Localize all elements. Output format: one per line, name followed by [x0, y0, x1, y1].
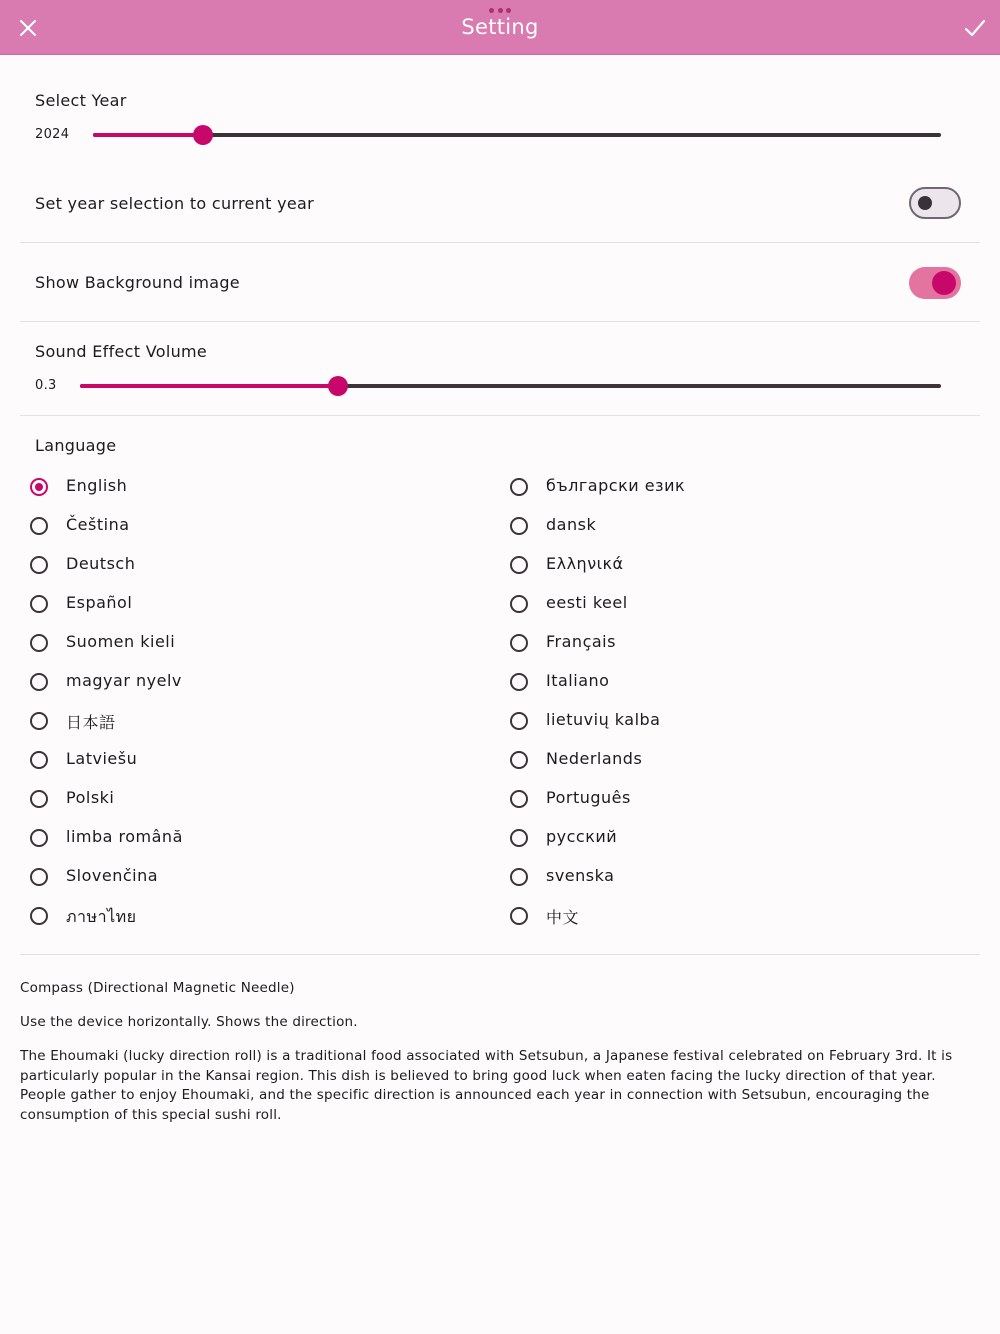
page-title: Setting	[461, 15, 539, 39]
language-option-label: English	[66, 476, 128, 495]
radio-button[interactable]	[510, 712, 528, 730]
language-option[interactable]	[510, 668, 930, 698]
current-year-toggle[interactable]	[909, 187, 961, 219]
year-slider-track	[93, 133, 941, 137]
language-option[interactable]	[510, 863, 930, 893]
language-option[interactable]	[510, 551, 930, 581]
radio-button[interactable]	[30, 829, 48, 847]
radio-button[interactable]	[30, 595, 48, 613]
language-option-label: Ελληνικά	[546, 554, 624, 573]
radio-button[interactable]	[30, 790, 48, 808]
app-bar	[0, 0, 1000, 55]
background-image-toggle[interactable]	[909, 267, 961, 299]
language-option-label: Latviešu	[66, 749, 138, 768]
language-option-label: dansk	[546, 515, 597, 534]
language-option-label: limba română	[66, 827, 183, 846]
language-option[interactable]	[30, 668, 450, 698]
language-option[interactable]	[510, 473, 930, 503]
language-option[interactable]	[30, 746, 450, 776]
language-option[interactable]	[30, 512, 450, 542]
year-value: 2024	[35, 127, 70, 142]
year-slider-thumb[interactable]	[193, 125, 213, 145]
background-image-label: Show Background image	[35, 273, 240, 292]
volume-label: Sound Effect Volume	[35, 342, 208, 361]
language-option[interactable]	[510, 590, 930, 620]
language-option[interactable]	[510, 824, 930, 854]
ehoumaki-description: The Ehoumaki (lucky direction roll) is a traditional food associated with Setsubun, a Japanese festival celebrated on February 3rd. It is particularly popular in the Kansai region. This dish is believed to bring good luck when eaten facing the lucky direction of that year. People gather to enjoy Ehoumaki, and the specific direction is announced each year in connection with Setsubun, encouraging the consumption of this special sushi roll.	[20, 1048, 953, 1123]
radio-button[interactable]	[30, 634, 48, 652]
divider	[20, 954, 980, 955]
radio-button[interactable]	[510, 595, 528, 613]
language-option[interactable]	[30, 473, 450, 503]
radio-button[interactable]	[30, 673, 48, 691]
language-option-label: Slovenčina	[66, 866, 159, 885]
radio-button[interactable]	[510, 517, 528, 535]
language-option-label: Español	[66, 593, 133, 612]
year-slider[interactable]	[93, 125, 941, 145]
toggle-knob	[918, 196, 932, 210]
radio-button[interactable]	[30, 712, 48, 730]
language-option-label: eesti keel	[546, 593, 628, 612]
language-option-label: svenska	[546, 866, 615, 885]
language-label: Language	[35, 436, 117, 455]
language-option[interactable]	[30, 629, 450, 659]
language-option[interactable]	[510, 629, 930, 659]
radio-button[interactable]	[510, 478, 528, 496]
radio-button[interactable]	[30, 556, 48, 574]
language-option[interactable]	[30, 863, 450, 893]
language-option-label: 日本語	[66, 713, 116, 732]
language-option-label: Polski	[66, 788, 115, 807]
language-option[interactable]	[30, 785, 450, 815]
radio-button[interactable]	[510, 907, 528, 925]
language-option-label: Italiano	[546, 671, 610, 690]
usage-text: Use the device horizontally. Shows the direction.	[20, 1014, 358, 1030]
radio-button[interactable]	[510, 751, 528, 769]
divider	[20, 242, 980, 243]
language-option[interactable]	[30, 551, 450, 581]
language-option[interactable]	[30, 902, 450, 932]
radio-button[interactable]	[510, 673, 528, 691]
toggle-knob	[932, 271, 956, 295]
radio-button[interactable]	[30, 517, 48, 535]
language-option-label: Deutsch	[66, 554, 136, 573]
year-label: Select Year	[35, 91, 127, 110]
language-option-label: русский	[546, 827, 618, 846]
language-option[interactable]	[510, 512, 930, 542]
language-option[interactable]	[30, 707, 450, 737]
language-option-label: Čeština	[66, 515, 130, 534]
radio-button[interactable]	[510, 829, 528, 847]
compass-heading: Compass (Directional Magnetic Needle)	[20, 980, 295, 996]
language-option-label: magyar nyelv	[66, 671, 182, 690]
language-option-label: Suomen kieli	[66, 632, 176, 651]
language-option[interactable]	[510, 746, 930, 776]
language-option[interactable]	[510, 785, 930, 815]
radio-button[interactable]	[30, 478, 48, 496]
radio-button[interactable]	[30, 751, 48, 769]
confirm-button[interactable]	[962, 16, 988, 40]
language-option[interactable]	[510, 707, 930, 737]
radio-button[interactable]	[510, 790, 528, 808]
volume-slider-thumb[interactable]	[328, 376, 348, 396]
volume-value: 0.3	[35, 378, 57, 393]
volume-slider-active-track	[80, 384, 338, 388]
language-option-label: ภาษาไทย	[66, 907, 137, 926]
radio-button[interactable]	[30, 907, 48, 925]
language-option-label: български език	[546, 476, 686, 495]
year-slider-active-track	[93, 133, 203, 137]
language-option[interactable]	[30, 824, 450, 854]
radio-button[interactable]	[30, 868, 48, 886]
language-option-label: Nederlands	[546, 749, 643, 768]
language-option[interactable]	[510, 902, 930, 932]
language-option-label: Português	[546, 788, 631, 807]
volume-slider[interactable]	[80, 376, 941, 396]
language-option-label: Français	[546, 632, 616, 651]
divider	[20, 415, 980, 416]
radio-button[interactable]	[510, 634, 528, 652]
check-icon	[962, 16, 988, 40]
divider	[20, 321, 980, 322]
language-option-label: lietuvių kalba	[546, 710, 661, 729]
radio-button[interactable]	[510, 556, 528, 574]
radio-button[interactable]	[510, 868, 528, 886]
current-year-label: Set year selection to current year	[35, 194, 314, 213]
drag-handle[interactable]	[489, 8, 511, 14]
language-option[interactable]	[30, 590, 450, 620]
language-option-label: 中文	[546, 908, 580, 927]
